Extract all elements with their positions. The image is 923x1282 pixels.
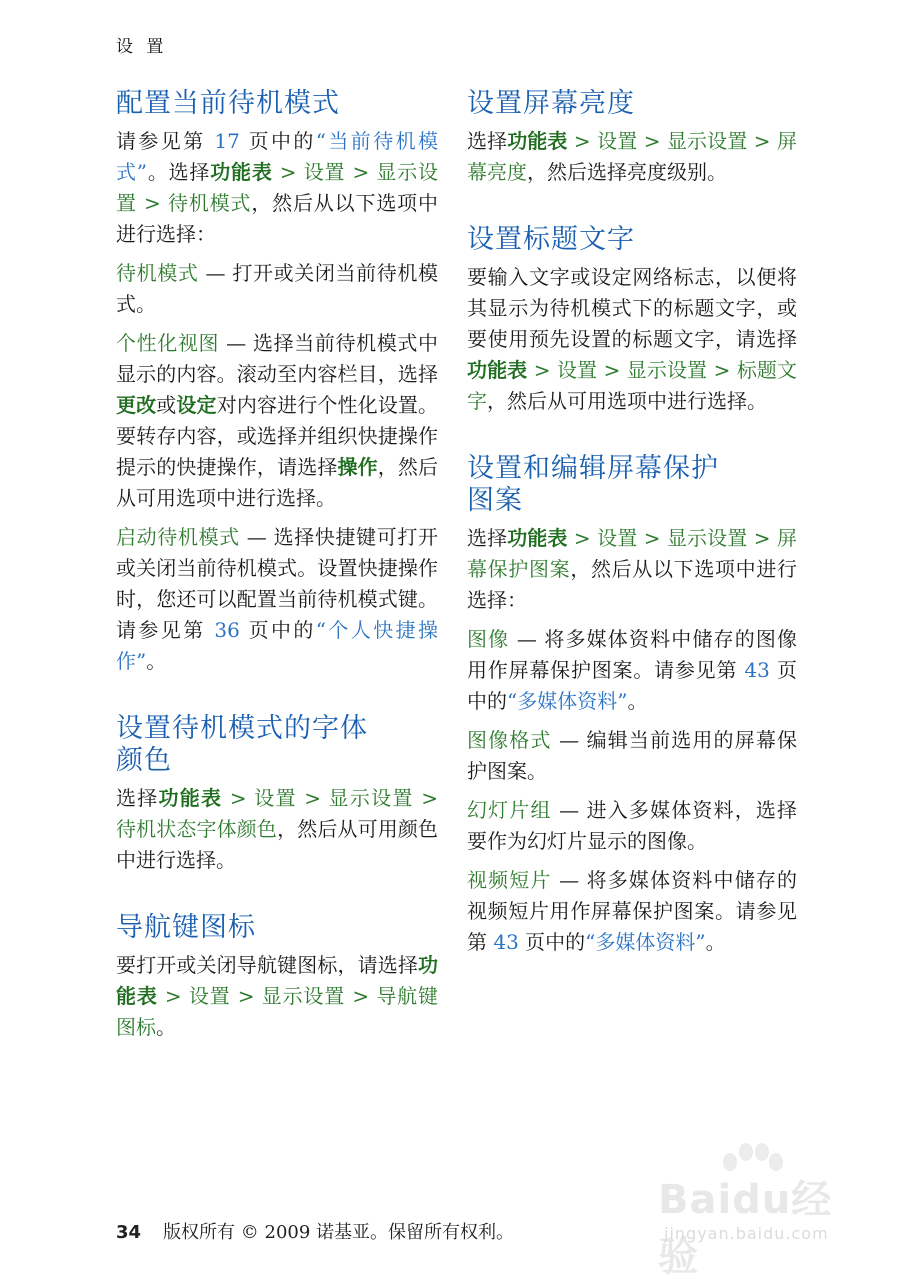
- menu-term: 显示设置: [666, 129, 748, 153]
- option-term: 待机模式: [116, 261, 199, 285]
- menu-term: 更改: [116, 393, 157, 417]
- menu-term: 设定: [176, 393, 217, 417]
- option-term: 视频短片: [467, 868, 552, 892]
- menu-term: 功能表: [507, 129, 568, 153]
- option-item: 图像 — 将多媒体资料中储存的图像用作屏幕保护图案。请参见第 43 页中的“多媒体资料”。: [467, 627, 798, 713]
- watermark-url: jingyan.baidu.com: [664, 1224, 829, 1243]
- cross-ref-link[interactable]: “当前待机模式”: [116, 129, 439, 184]
- cross-ref-link[interactable]: “个人快捷操作”: [116, 618, 439, 673]
- cross-ref-link[interactable]: “多媒体资料”: [585, 930, 706, 954]
- menu-term: 设置: [556, 358, 598, 382]
- option-term: 图像格式: [467, 728, 552, 752]
- baidu-watermark: [650, 1140, 860, 1280]
- option-item: 启动待机模式 — 选择快捷键可打开或关闭当前待机模式。设置快捷操作时，您还可以配置当前待机模式键。请参见第 36 页中的“个人快捷操作”。: [116, 525, 439, 673]
- paragraph: 选择功能表 > 设置 > 显示设置 > 屏幕亮度，然后选择亮度级别。: [467, 129, 797, 184]
- option-item: 视频短片 — 将多媒体资料中储存的视频短片用作屏幕保护图案。请参见第 43 页中的“多媒体资料”。: [467, 868, 797, 954]
- menu-term: 显示设置: [626, 358, 708, 382]
- menu-term: 待机状态字体颜色: [116, 817, 278, 841]
- section-screensaver: [467, 453, 797, 958]
- paragraph: 要输入文字或设定网络标志，以便将其显示为待机模式下的标题文字，或要使用预先设置的标题文字，请选择功能表 > 设置 > 显示设置 > 标题文字，然后从可用选项中进行选择。: [467, 265, 797, 413]
- menu-term: 设置: [597, 129, 638, 153]
- option-term: 个性化视图: [116, 331, 220, 355]
- section-standby-config: [116, 88, 438, 677]
- section-screen-brightness: [467, 88, 797, 188]
- page-number: 34: [116, 1222, 142, 1243]
- menu-term: 显示设置: [261, 984, 346, 1008]
- paragraph: 请参见第 17 页中的“当前待机模式”。选择功能表 > 设置 > 显示设置 > 待机模式，然后从以下选项中进行选择：: [116, 129, 439, 246]
- menu-term: 显示设置: [328, 786, 414, 810]
- menu-term: 显示设置: [116, 160, 439, 215]
- paragraph: 选择功能表 > 设置 > 显示设置 > 屏幕保护图案，然后从以下选项中进行选择：: [467, 526, 798, 612]
- section-title: 导航键图标: [116, 912, 256, 943]
- menu-term: 标题文字: [467, 358, 797, 413]
- menu-term: 功能表: [116, 953, 438, 1008]
- running-header: 设 置: [116, 37, 168, 57]
- menu-term: 屏幕保护图案: [467, 526, 797, 581]
- watermark-logo-text: Baidu经验: [658, 1177, 833, 1280]
- option-term: 图像: [467, 627, 510, 651]
- option-item: 幻灯片组 — 进入多媒体资料，选择要作为幻灯片显示的图像。: [467, 798, 797, 853]
- menu-term: 操作: [337, 455, 378, 479]
- option-item: 图像格式 — 编辑当前选用的屏幕保护图案。: [467, 728, 797, 783]
- section-standby-font-color: [116, 713, 438, 876]
- right-column: [467, 88, 797, 994]
- menu-term: 屏幕亮度: [467, 129, 797, 184]
- option-term: 幻灯片组: [467, 798, 552, 822]
- page-ref-link[interactable]: 43: [493, 930, 519, 954]
- menu-term: 设置: [254, 786, 297, 810]
- page-ref-link[interactable]: 17: [214, 129, 240, 153]
- section-title: 设置标题文字: [467, 224, 635, 255]
- option-item: 个性化视图 — 选择当前待机模式中显示的内容。滚动至内容栏目，选择更改或设定对内容进行个性化设置。要转存内容，或选择并组织快捷操作提示的快捷操作，请选择操作，然后从可用选项中进行选择。: [116, 331, 439, 510]
- menu-term: 功能表: [210, 160, 273, 184]
- section-title: 设置待机模式的字体 颜色: [116, 713, 368, 776]
- copyright-notice: 版权所有 © 2009 诺基亚。保留所有权利。: [163, 1222, 515, 1243]
- page-ref-link[interactable]: 43: [744, 658, 770, 682]
- cross-ref-link[interactable]: “多媒体资料”: [507, 689, 628, 713]
- paragraph: 要打开或关闭导航键图标，请选择功能表 > 设置 > 显示设置 > 导航键图标。: [116, 953, 439, 1039]
- section-title: 设置和编辑屏幕保护 图案: [467, 453, 719, 516]
- option-item: 待机模式 — 打开或关闭当前待机模式。: [116, 261, 439, 316]
- menu-term: 设置: [597, 526, 638, 550]
- section-title: 配置当前待机模式: [116, 88, 340, 119]
- section-title: 设置屏幕亮度: [467, 88, 635, 119]
- menu-term: 设置: [303, 160, 346, 184]
- menu-term: 显示设置: [666, 526, 748, 550]
- menu-term: 设置: [188, 984, 231, 1008]
- page-ref-link[interactable]: 36: [214, 618, 240, 642]
- option-term: 启动待机模式: [116, 525, 240, 549]
- section-nav-key-icon: [116, 912, 438, 1043]
- menu-term: 功能表: [467, 358, 528, 382]
- menu-term: 导航键图标: [116, 984, 439, 1039]
- left-column: [116, 88, 438, 1079]
- menu-term: 待机模式: [168, 191, 252, 215]
- page-footer: [116, 1218, 514, 1244]
- section-title-text: [467, 224, 797, 417]
- menu-term: 功能表: [507, 526, 568, 550]
- menu-term: 功能表: [158, 786, 223, 810]
- paragraph: 选择功能表 > 设置 > 显示设置 > 待机状态字体颜色，然后从可用颜色中进行选择。: [116, 786, 439, 872]
